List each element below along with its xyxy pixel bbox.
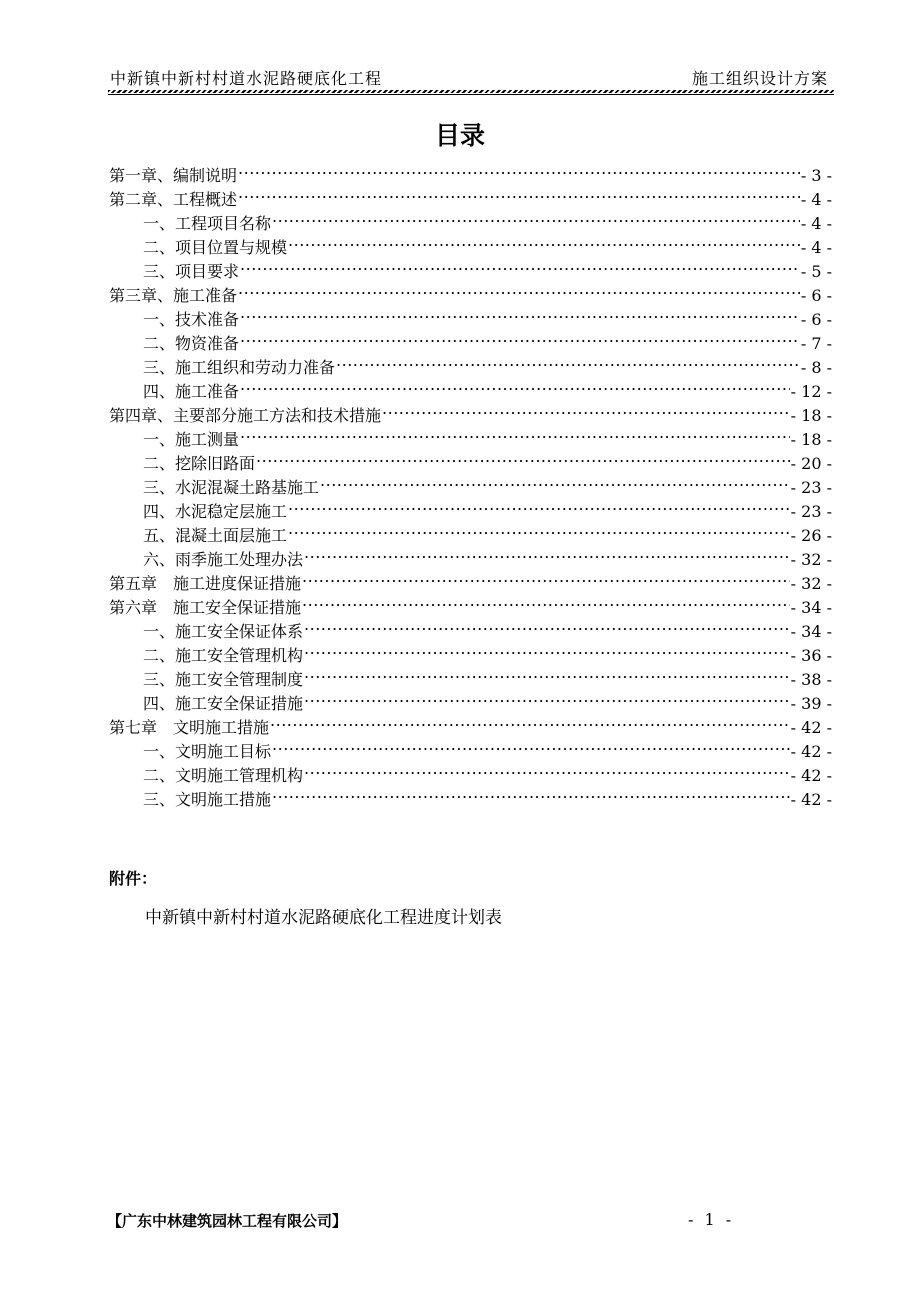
toc-entry-label: 四、施工安全保证措施 [143, 694, 304, 713]
toc-leader-dots [302, 565, 790, 589]
toc-leader-dots [238, 157, 800, 181]
toc-entry-label: 二、文明施工管理机构 [143, 766, 304, 785]
toc-leader-dots [382, 397, 790, 421]
toc-entry-page: - 4 - [800, 190, 832, 209]
toc-leader-dots [272, 733, 790, 757]
toc-entry-label: 五、混凝土面层施工 [143, 526, 288, 545]
toc-entry-label: 二、项目位置与规模 [143, 238, 288, 257]
table-of-contents [109, 157, 832, 809]
toc-entry-label: 第七章 文明施工措施 [109, 718, 270, 737]
toc-entry[interactable] [109, 157, 832, 185]
toc-entry-label: 第二章、工程概述 [109, 190, 238, 209]
toc-leader-dots [304, 613, 790, 637]
footer-page-number: - 1 - [688, 1210, 735, 1229]
toc-entry-page: - 26 - [790, 526, 832, 545]
toc-leader-dots [304, 637, 790, 661]
toc-entry-label: 一、施工测量 [143, 430, 240, 449]
toc-entry-page: - 38 - [790, 670, 832, 689]
toc-entry-label: 六、雨季施工处理办法 [143, 550, 304, 569]
toc-entry-label: 一、技术准备 [143, 310, 240, 329]
toc-entry-label: 一、文明施工目标 [143, 742, 272, 761]
appendix-heading: 附件： [109, 869, 158, 888]
toc-leader-dots [336, 349, 800, 373]
toc-entry-page: - 32 - [790, 574, 832, 593]
toc-entry-page: - 34 - [790, 598, 832, 617]
header-rule-thick [108, 90, 834, 93]
toc-entry-label: 第一章、编制说明 [109, 166, 238, 185]
toc-entry-page: - 39 - [790, 694, 832, 713]
toc-entry-page: - 6 - [800, 286, 832, 305]
toc-entry-page: - 7 - [800, 334, 832, 353]
toc-entry-page: - 42 - [790, 766, 832, 785]
toc-leader-dots [238, 277, 800, 301]
toc-entry-page: - 5 - [800, 262, 832, 281]
toc-entry-label: 第三章、施工准备 [109, 286, 238, 305]
toc-entry-label: 第五章 施工进度保证措施 [109, 574, 302, 593]
toc-entry-label: 第六章 施工安全保证措施 [109, 598, 302, 617]
toc-entry-page: - 4 - [800, 238, 832, 257]
toc-leader-dots [302, 589, 790, 613]
appendix-item: 中新镇中新村村道水泥路硬底化工程进度计划表 [145, 908, 502, 928]
toc-entry-page: - 42 - [790, 718, 832, 737]
header-project-name: 中新镇中新村村道水泥路硬底化工程 [110, 69, 383, 88]
toc-leader-dots [304, 661, 790, 685]
toc-entry-label: 二、挖除旧路面 [143, 454, 256, 473]
toc-entry-page: - 32 - [790, 550, 832, 569]
toc-entry-page: - 6 - [800, 310, 832, 329]
toc-leader-dots [240, 373, 790, 397]
toc-entry-label: 三、项目要求 [143, 262, 240, 281]
toc-leader-dots [288, 517, 790, 541]
toc-leader-dots [320, 469, 790, 493]
toc-leader-dots [240, 325, 800, 349]
footer-company: 【广东中林建筑园林工程有限公司】 [107, 1212, 348, 1230]
toc-leader-dots [256, 445, 790, 469]
toc-entry-label: 一、施工安全保证体系 [143, 622, 304, 641]
toc-entry-label: 二、施工安全管理机构 [143, 646, 304, 665]
toc-entry-page: - 3 - [800, 166, 832, 185]
toc-entry-page: - 18 - [790, 430, 832, 449]
toc-entry-label: 四、施工准备 [143, 382, 240, 401]
toc-entry-label: 第四章、主要部分施工方法和技术措施 [109, 406, 382, 425]
toc-entry-label: 三、施工组织和劳动力准备 [143, 358, 336, 377]
toc-entry-page: - 4 - [800, 214, 832, 233]
toc-entry-page: - 8 - [800, 358, 832, 377]
toc-leader-dots [288, 229, 800, 253]
toc-leader-dots [304, 541, 790, 565]
header-rule-thin [108, 94, 834, 95]
toc-leader-dots [272, 781, 790, 805]
toc-entry-label: 三、文明施工措施 [143, 790, 272, 809]
toc-entry-label: 二、物资准备 [143, 334, 240, 353]
toc-leader-dots [272, 205, 800, 229]
toc-entry-page: - 23 - [790, 502, 832, 521]
toc-leader-dots [304, 685, 790, 709]
toc-entry-page: - 18 - [790, 406, 832, 425]
page-title: 目录 [434, 121, 485, 150]
toc-entry-label: 四、水泥稳定层施工 [143, 502, 288, 521]
toc-leader-dots [238, 181, 800, 205]
toc-entry-page: - 20 - [790, 454, 832, 473]
toc-entry-label: 三、施工安全管理制度 [143, 670, 304, 689]
header-doc-type: 施工组织设计方案 [691, 69, 828, 88]
toc-entry-page: - 42 - [790, 790, 832, 809]
toc-leader-dots [240, 253, 800, 277]
toc-leader-dots [270, 709, 790, 733]
toc-entry-page: - 36 - [790, 646, 832, 665]
toc-entry-label: 三、水泥混凝土路基施工 [143, 478, 320, 497]
toc-leader-dots [304, 757, 790, 781]
toc-entry-page: - 12 - [790, 382, 832, 401]
toc-entry-page: - 42 - [790, 742, 832, 761]
toc-entry-page: - 23 - [790, 478, 832, 497]
toc-entry-label: 一、工程项目名称 [143, 214, 272, 233]
toc-leader-dots [240, 421, 790, 445]
toc-entry-page: - 34 - [790, 622, 832, 641]
page-header [108, 66, 834, 88]
toc-leader-dots [288, 493, 790, 517]
toc-leader-dots [240, 301, 800, 325]
